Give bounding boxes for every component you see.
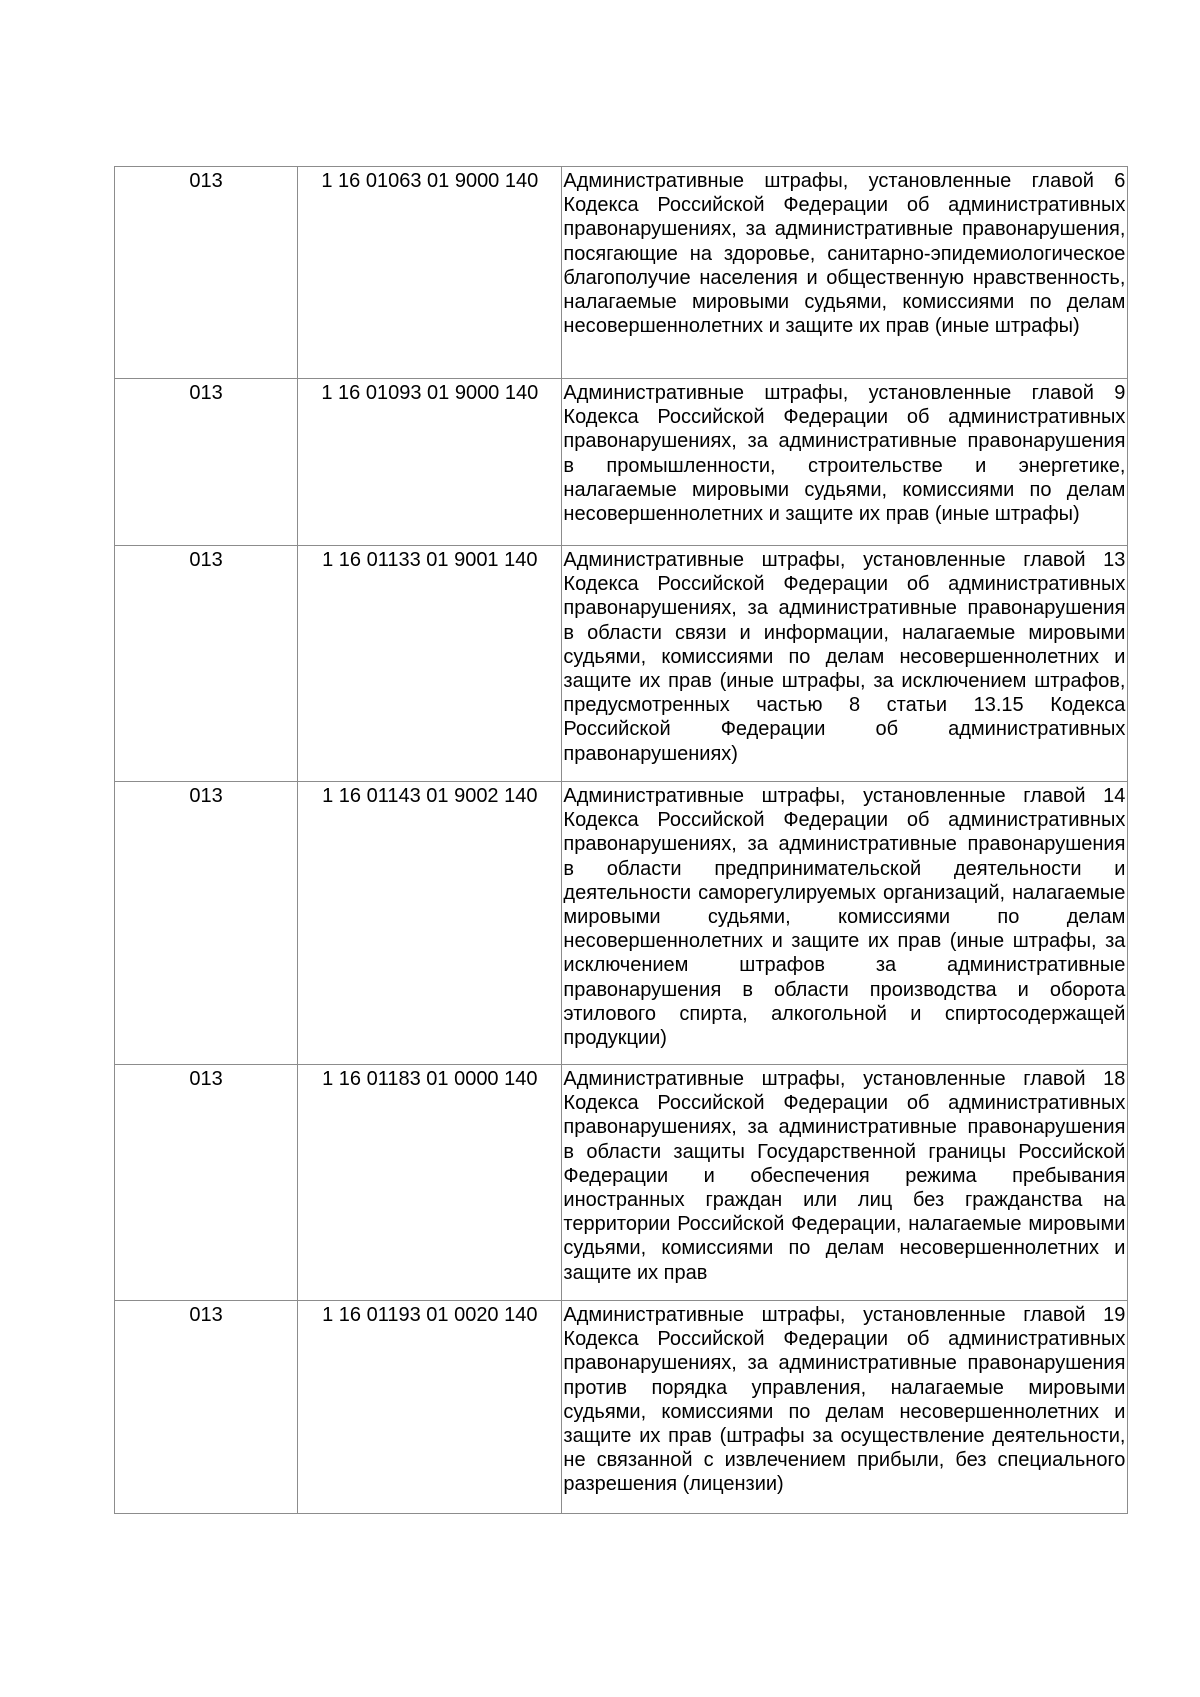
admin-code-cell: 013 <box>115 167 298 379</box>
admin-code-cell: 013 <box>115 1301 298 1514</box>
kbk-code-cell: 1 16 01063 01 9000 140 <box>298 167 562 379</box>
description-text: Административные штрафы, установленные главой 6 Кодекса Российской Федерации об административных правонарушениях, за административные правонарушения, посягающие на здоровье, санитарно-эпидемиологическое благополучие населения и общественную нравственность, налагаемые мировыми судьями, комиссиями по делам несовершеннолетних и защите их прав (иные штрафы) <box>563 170 1126 338</box>
table-row <box>115 379 1128 546</box>
description-text: Административные штрафы, установленные главой 9 Кодекса Российской Федерации об административных правонарушениях, за административные правонарушения в промышленности, строительстве и энергетике, налагаемые мировыми судьями, комиссиями по делам несовершеннолетних и защите их прав (иные штрафы) <box>563 382 1126 526</box>
description-text: Административные штрафы, установленные главой 13 Кодекса Российской Федерации об административных правонарушениях, за административные правонарушения в области связи и информации, налагаемые мировыми судьями, комиссиями по делам несовершеннолетних и защите их прав (иные штрафы, за исключением штрафов, предусмотренных частью 8 статьи 13.15 Кодекса Российской Федерации об административных правонарушениях) <box>563 549 1126 765</box>
admin-code-cell: 013 <box>115 1065 298 1301</box>
kbk-code-cell: 1 16 01183 01 0000 140 <box>298 1065 562 1301</box>
admin-code-cell: 013 <box>115 546 298 782</box>
kbk-code-cell: 1 16 01143 01 9002 140 <box>298 782 562 1065</box>
kbk-code-cell: 1 16 01193 01 0020 140 <box>298 1301 562 1514</box>
description-text: Административные штрафы, установленные главой 18 Кодекса Российской Федерации об административных правонарушениях, за административные правонарушения в области защиты Государственной границы Российской Федерации и обеспечения режима пребывания иностранных граждан или лиц без гражданства на территории Российской Федерации, налагаемые мировыми судьями, комиссиями по делам несовершеннолетних и защите их прав <box>563 1068 1126 1284</box>
budget-codes-table <box>114 166 1128 1514</box>
description-cell <box>562 379 1128 546</box>
kbk-code-cell: 1 16 01133 01 9001 140 <box>298 546 562 782</box>
description-cell <box>562 1301 1128 1514</box>
admin-code-cell: 013 <box>115 782 298 1065</box>
description-cell <box>562 1065 1128 1301</box>
table-row <box>115 167 1128 379</box>
description-cell <box>562 167 1128 379</box>
admin-code-cell: 013 <box>115 379 298 546</box>
description-text: Административные штрафы, установленные главой 19 Кодекса Российской Федерации об административных правонарушениях, за административные правонарушения против порядка управления, налагаемые мировыми судьями, комиссиями по делам несовершеннолетних и защите их прав (штрафы за осуществление деятельности, не связанной с извлечением прибыли, без специального разрешения (лицензии) <box>563 1304 1126 1496</box>
description-cell <box>562 546 1128 782</box>
table-row <box>115 1301 1128 1514</box>
kbk-code-cell: 1 16 01093 01 9000 140 <box>298 379 562 546</box>
table-row <box>115 546 1128 782</box>
table-row <box>115 1065 1128 1301</box>
table-row <box>115 782 1128 1065</box>
description-cell <box>562 782 1128 1065</box>
description-text: Административные штрафы, установленные главой 14 Кодекса Российской Федерации об административных правонарушениях, за административные правонарушения в области предпринимательской деятельности и деятельности саморегулируемых организаций, налагаемые мировыми судьями, комиссиями по делам несовершеннолетних и защите их прав (иные штрафы, за исключением штрафов за административные правонарушения в области производства и оборота этилового спирта, алкогольной и спиртосодержащей продукции) <box>563 785 1126 1050</box>
